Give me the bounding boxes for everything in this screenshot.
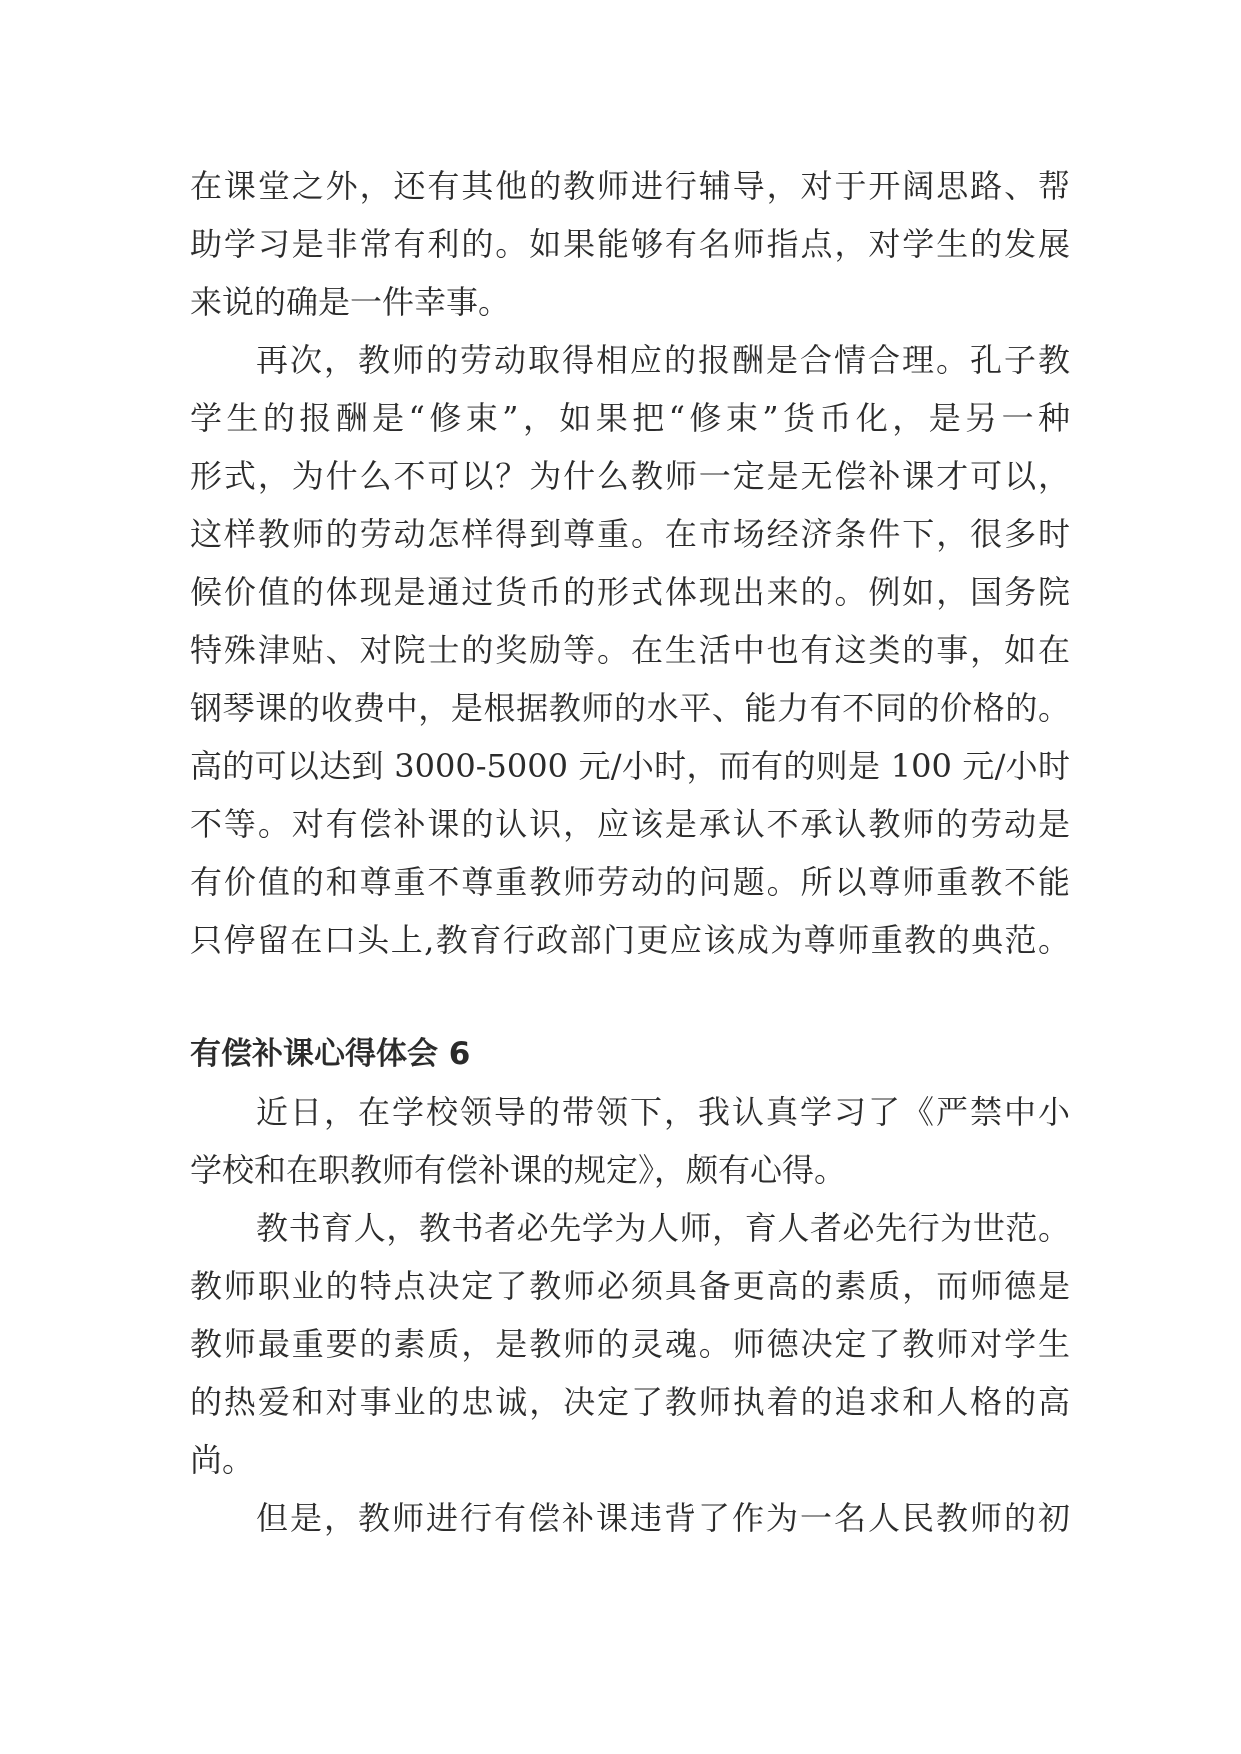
- text-line: 高的可以达到 3000-5000 元/小时，而有的则是 100 元/小时: [190, 747, 1070, 785]
- text-line: 助学习是非常有利的。如果能够有名师指点，对学生的发展: [190, 225, 1070, 263]
- text-line: 再次，教师的劳动取得相应的报酬是合情合理。孔子教: [256, 341, 1070, 379]
- text-line: 学生的报酬是“修束”，如果把“修束”货币化，是另一种: [190, 399, 1070, 437]
- text-line: 在课堂之外，还有其他的教师进行辅导，对于开阔思路、帮: [190, 167, 1070, 205]
- text-line: 近日，在学校领导的带领下，我认真学习了《严禁中小: [256, 1093, 1070, 1131]
- section-heading: 有偿补课心得体会 6: [190, 1036, 471, 1072]
- text-line: 教师最重要的素质，是教师的灵魂。师德决定了教师对学生: [190, 1325, 1070, 1363]
- text-line: 只停留在口头上,教育行政部门更应该成为尊师重教的典范。: [190, 921, 1070, 959]
- text-line: 的热爱和对事业的忠诚，决定了教师执着的追求和人格的高: [190, 1383, 1070, 1421]
- text-line: 特殊津贴、对院士的奖励等。在生活中也有这类的事，如在: [190, 631, 1070, 669]
- text-line: 不等。对有偿补课的认识，应该是承认不承认教师的劳动是: [190, 805, 1070, 843]
- text-line: 学校和在职教师有偿补课的规定》，颇有心得。: [190, 1151, 847, 1189]
- text-line: 但是，教师进行有偿补课违背了作为一名人民教师的初: [256, 1499, 1070, 1537]
- text-line: 有价值的和尊重不尊重教师劳动的问题。所以尊师重教不能: [190, 863, 1070, 901]
- text-line: 这样教师的劳动怎样得到尊重。在市场经济条件下，很多时: [190, 515, 1070, 553]
- text-line: 形式，为什么不可以？为什么教师一定是无偿补课才可以，: [190, 457, 1070, 495]
- text-line: 候价值的体现是通过货币的形式体现出来的。例如，国务院: [190, 573, 1070, 611]
- text-line: 尚。: [190, 1441, 255, 1479]
- text-line: 教师职业的特点决定了教师必须具备更高的素质，而师德是: [190, 1267, 1070, 1305]
- text-line: 教书育人，教书者必先学为人师，育人者必先行为世范。: [256, 1209, 1070, 1247]
- text-line: 钢琴课的收费中，是根据教师的水平、能力有不同的价格的。: [190, 689, 1070, 727]
- text-line: 来说的确是一件幸事。: [190, 283, 511, 321]
